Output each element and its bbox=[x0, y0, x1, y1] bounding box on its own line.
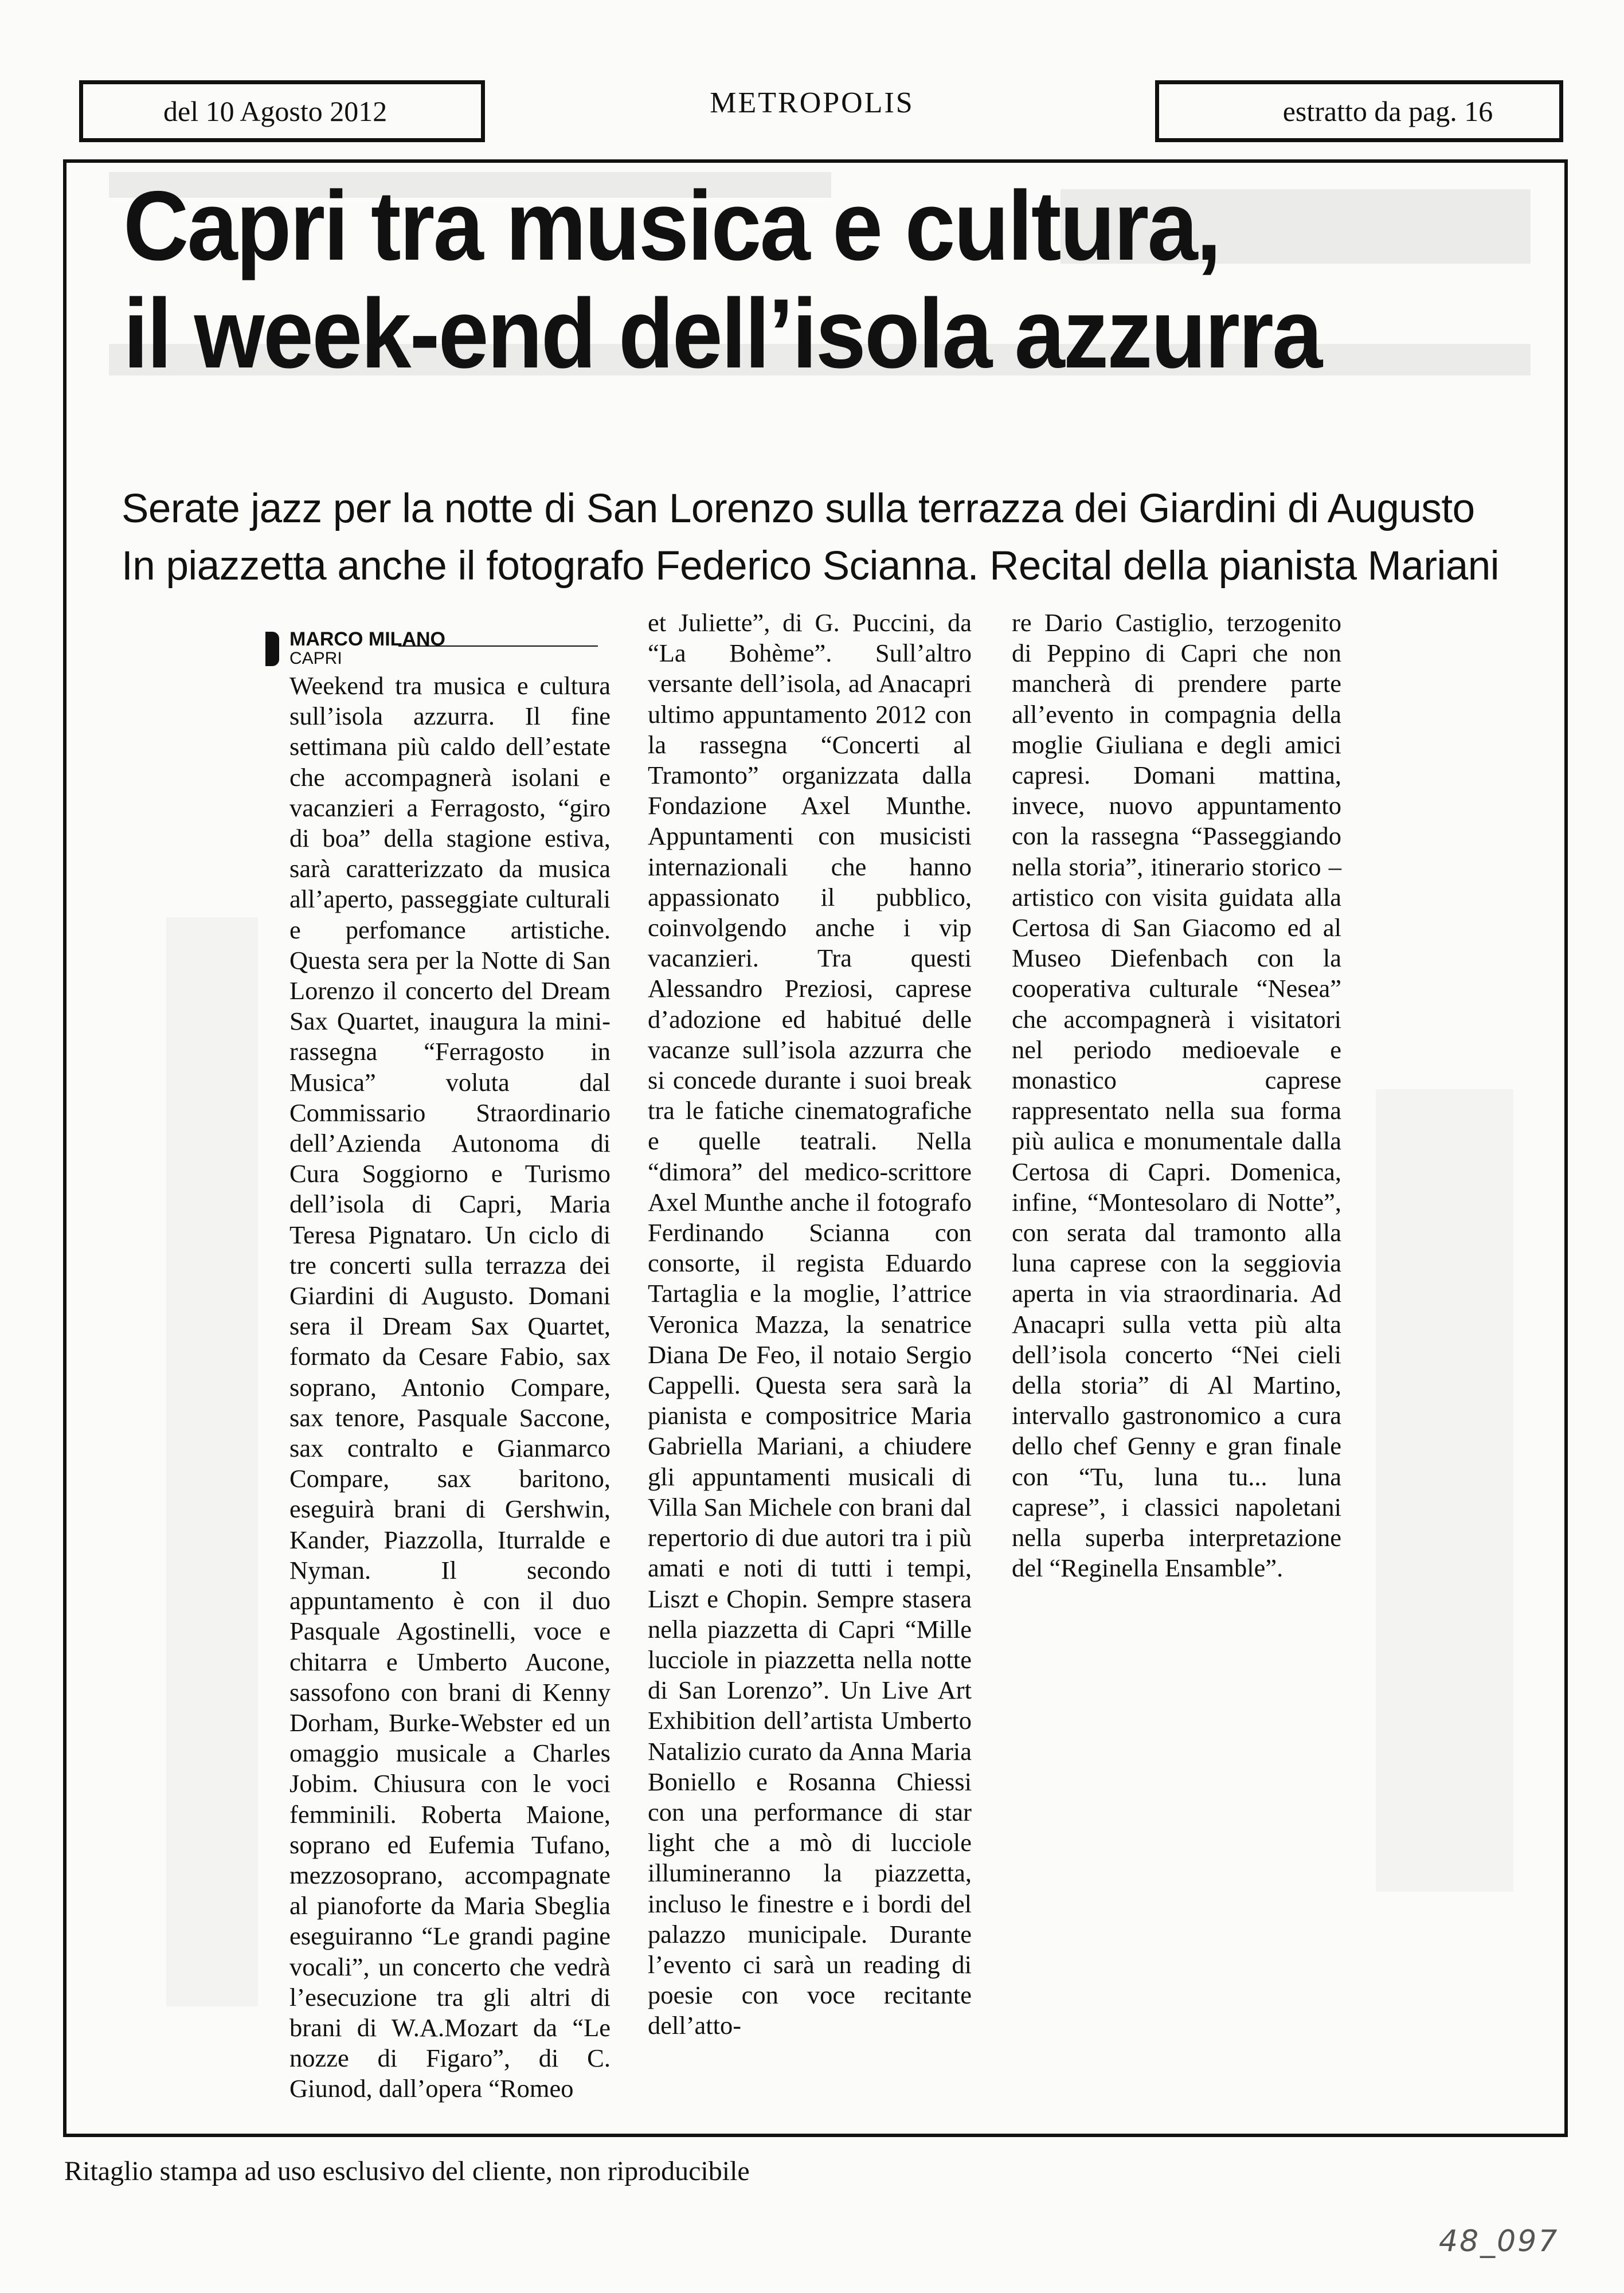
byline-rule bbox=[398, 645, 598, 647]
byline bbox=[289, 629, 611, 668]
page-reference: estratto da pag. 16 bbox=[1282, 95, 1493, 127]
article-column-1: Weekend tra musica e cultura sull’isola azzurra. Il fine settimana più caldo dell’estate che accompagnerà isolani e vacanzieri a Ferragosto, “giro di boa” della stagione estiva, sarà caratterizzato da musica all’aperto, passeggiate culturali e perfomance artistiche. Questa sera per la Notte di San Lorenzo il concerto del Dream Sax Quartet, inaugura la mini-rassegna “Ferragosto in Musica” voluta dal Commissario Straordinario dell’Azienda Autonoma di Cura Soggiorno e Turismo dell’isola di Capri, Maria Teresa Pignataro. Un ciclo di tre concerti sulla terrazza dei Giardini di Augusto. Domani sera il Dream Sax Quartet, formato da Cesare Fabio, sax soprano, Antonio Compare, sax tenore, Pasquale Saccone, sax contralto e Gianmarco Compare, sax baritono, eseguirà brani di Gershwin, Kander, Piazzolla, Iturralde e Nyman. Il secondo appuntamento è con il duo Pasquale Agostinelli, voce e chitarra e Umberto Aucone, sassofono con brani di Kenny Dorham, Burke-Webster ed un omaggio musicale a Charles Jobim. Chiusura con le voci femminili. Roberta Maione, soprano ed Eufemia Tufano, mezzosoprano, accompagnate al pianoforte da Maria Sbeglia eseguiranno “Le grandi pagine vocali”, un concerto che vedrà l’esecuzione tra gli altri di brani di W.A.Mozart da “Le nozze di Figaro”, di C. Giunod, dall’opera “Romeo bbox=[289, 671, 611, 2103]
headline-line-1: Capri tra musica e cultura, bbox=[123, 171, 1220, 281]
article-column-3: re Dario Castiglio, terzogenito di Peppino di Capri che non mancherà di prendere parte all’evento in compagnia della moglie Giuliana e degli amici capresi. Domani mattina, invece, nuovo appuntamento con la rassegna “Passeggiando nella storia”, itinerario storico – artistico con visita guidata alla Certosa di San Giacomo ed al Museo Diefenbach con la cooperativa culturale “Nesea” che accompagnerà i visitatori nel periodo medioevale e monastico caprese rappresentato nella sua forma più aulica e monumentale dalla Certosa di Capri. Domenica, infine, “Montesolaro di Notte”, con serata dal tramonto alla luna caprese con la seggiovia aperta in via straordinaria. Ad Anacapri sulla vetta più alta dell’isola concerto “Nei cieli della storia” di Al Martino, intervallo gastronomico a cura dello chef Genny e gran finale con “Tu, luna tu... luna caprese”, i classici napoletani nella superba interpretazione del “Reginella Ensamble”. bbox=[1012, 608, 1341, 1583]
page-reference-box bbox=[1155, 80, 1563, 142]
headline bbox=[123, 172, 1442, 388]
subheadline bbox=[122, 480, 1497, 595]
subheadline-line-2: In piazzetta anche il fotografo Federico Scianna. Recital della pianista Mariani bbox=[122, 543, 1499, 589]
newspaper-name: METROPOLIS bbox=[710, 87, 914, 119]
publication-date: del 10 Agosto 2012 bbox=[163, 95, 388, 127]
byline-marker-icon bbox=[265, 632, 279, 666]
dateline-location: CAPRI bbox=[289, 649, 342, 668]
author-name: MARCO MILANO bbox=[289, 628, 445, 650]
handwritten-archive-code: 48_097 bbox=[1439, 2224, 1559, 2259]
subheadline-line-1: Serate jazz per la notte di San Lorenzo sulla terrazza dei Giardini di Augusto bbox=[122, 486, 1475, 531]
footer-disclaimer: Ritaglio stampa ad uso esclusivo del cliente, non riproducibile bbox=[64, 2156, 750, 2186]
article-column-2: et Juliette”, di G. Puccini, da “La Bohème”. Sull’altro versante dell’isola, ad Anacapri ultimo appuntamento 2012 con la rassegna “Concerti al Tramonto” organizzata dalla Fondazione Axel Munthe. Appuntamenti con musicisti internazionali che hanno appassionato il pubblico, coinvolgendo anche i vip vacanzieri. Tra questi Alessandro Preziosi, caprese d’adozione ed habitué delle vacanze sull’isola azzurra che si concede durante i suoi break tra le fatiche cinematografiche e quelle teatrali. Nella “dimora” del medico-scrittore Axel Munthe anche il fotografo Ferdinando Scianna con consorte, il regista Eduardo Tartaglia e la moglie, l’attrice Veronica Mazza, la senatrice Diana De Feo, il notaio Sergio Cappelli. Questa sera sarà la pianista e compositrice Maria Gabriella Mariani, a chiudere gli appuntamenti musicali di Villa San Michele con brani dal repertorio di due autori tra i più amati e noti di tutti i tempi, Liszt e Chopin. Sempre stasera nella piazzetta di Capri “Mille lucciole in piazzetta nella notte di San Lorenzo”. Un Live Art Exhibition dell’artista Umberto Natalizio curato da Anna Maria Boniello e Rosanna Chiessi con una performance di star light che a mò di lucciole illumineranno la piazzetta, incluso le finestre e i bordi del palazzo municipale. Durante l’evento ci sarà un reading di poesie con voce recitante dell’atto- bbox=[648, 608, 972, 2040]
headline-line-2: il week-end dell’isola azzurra bbox=[123, 279, 1321, 389]
